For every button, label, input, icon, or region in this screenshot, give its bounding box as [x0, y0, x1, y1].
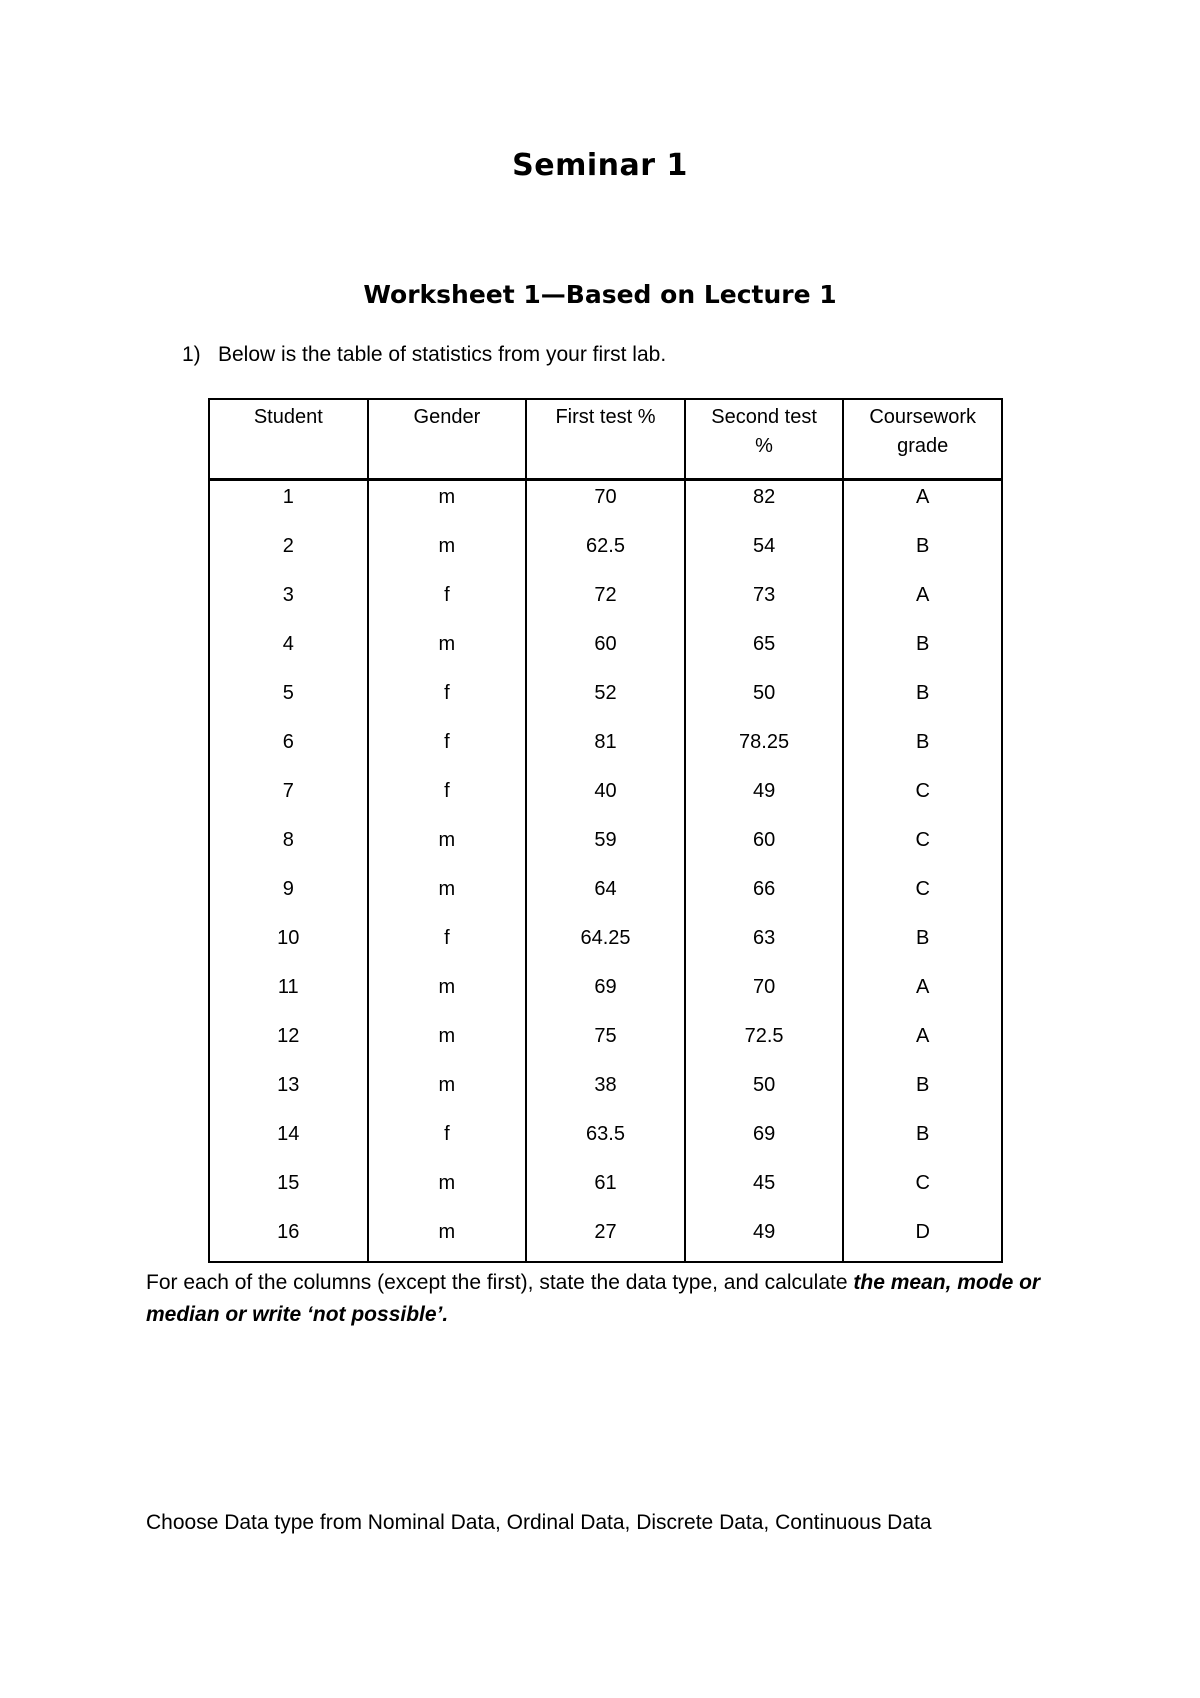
- cell-student: 1: [209, 480, 368, 533]
- header-gender: Gender: [368, 399, 527, 480]
- page-title: Seminar 1: [512, 148, 688, 183]
- table-row: [209, 679, 1002, 728]
- cell-coursework-grade: D: [843, 1218, 1002, 1262]
- cell-gender: f: [368, 777, 527, 826]
- cell-first-test: 62.5: [526, 532, 685, 581]
- cell-second-test: 49: [685, 1218, 844, 1262]
- cell-gender: m: [368, 1022, 527, 1071]
- cell-gender: m: [368, 826, 527, 875]
- cell-first-test: 75: [526, 1022, 685, 1071]
- cell-first-test: 81: [526, 728, 685, 777]
- table-row: [209, 924, 1002, 973]
- table-row: [209, 532, 1002, 581]
- worksheet-subtitle: Worksheet 1—Based on Lecture 1: [363, 280, 837, 309]
- cell-second-test: 50: [685, 679, 844, 728]
- table-body: [209, 480, 1002, 1263]
- header-second-test: [685, 399, 844, 480]
- cell-first-test: 72: [526, 581, 685, 630]
- cell-student: 12: [209, 1022, 368, 1071]
- cell-coursework-grade: C: [843, 826, 1002, 875]
- cell-student: 16: [209, 1218, 368, 1262]
- cell-coursework-grade: B: [843, 728, 1002, 777]
- header-second-test-line1: Second test: [711, 406, 817, 428]
- cell-gender: m: [368, 973, 527, 1022]
- cell-second-test: 50: [685, 1071, 844, 1120]
- statistics-table: [208, 398, 1003, 1263]
- cell-second-test: 54: [685, 532, 844, 581]
- cell-first-test: 52: [526, 679, 685, 728]
- question-1: [182, 343, 666, 367]
- cell-first-test: 38: [526, 1071, 685, 1120]
- cell-gender: m: [368, 875, 527, 924]
- cell-second-test: 63: [685, 924, 844, 973]
- cell-coursework-grade: B: [843, 679, 1002, 728]
- cell-first-test: 64.25: [526, 924, 685, 973]
- header-first-test: First test %: [526, 399, 685, 480]
- header-coursework-line2: grade: [897, 435, 949, 457]
- cell-second-test: 70: [685, 973, 844, 1022]
- cell-student: 7: [209, 777, 368, 826]
- cell-first-test: 63.5: [526, 1120, 685, 1169]
- cell-first-test: 27: [526, 1218, 685, 1262]
- cell-first-test: 59: [526, 826, 685, 875]
- cell-coursework-grade: B: [843, 532, 1002, 581]
- cell-first-test: 60: [526, 630, 685, 679]
- cell-coursework-grade: A: [843, 973, 1002, 1022]
- cell-second-test: 49: [685, 777, 844, 826]
- cell-first-test: 69: [526, 973, 685, 1022]
- cell-coursework-grade: B: [843, 1120, 1002, 1169]
- cell-first-test: 70: [526, 480, 685, 533]
- cell-student: 14: [209, 1120, 368, 1169]
- cell-coursework-grade: A: [843, 1022, 1002, 1071]
- cell-gender: m: [368, 532, 527, 581]
- header-coursework-grade: [843, 399, 1002, 480]
- cell-student: 6: [209, 728, 368, 777]
- cell-student: 5: [209, 679, 368, 728]
- instructions-text: [146, 1267, 1046, 1331]
- cell-student: 9: [209, 875, 368, 924]
- cell-coursework-grade: B: [843, 630, 1002, 679]
- cell-gender: f: [368, 728, 527, 777]
- question-text: Below is the table of statistics from your first lab.: [218, 343, 667, 366]
- cell-student: 4: [209, 630, 368, 679]
- table-row: [209, 1022, 1002, 1071]
- cell-gender: f: [368, 679, 527, 728]
- cell-second-test: 73: [685, 581, 844, 630]
- cell-student: 3: [209, 581, 368, 630]
- table-row: [209, 777, 1002, 826]
- table-row: [209, 826, 1002, 875]
- cell-second-test: 60: [685, 826, 844, 875]
- cell-gender: m: [368, 480, 527, 533]
- cell-second-test: 65: [685, 630, 844, 679]
- instructions-emphasis: the mean, mode or median or write ‘not possible’.: [146, 1271, 1041, 1326]
- cell-second-test: 69: [685, 1120, 844, 1169]
- table-row: [209, 1218, 1002, 1262]
- cell-second-test: 82: [685, 480, 844, 533]
- table-row: [209, 581, 1002, 630]
- cell-gender: m: [368, 1218, 527, 1262]
- cell-second-test: 78.25: [685, 728, 844, 777]
- cell-student: 10: [209, 924, 368, 973]
- cell-coursework-grade: C: [843, 1169, 1002, 1218]
- cell-second-test: 66: [685, 875, 844, 924]
- cell-first-test: 64: [526, 875, 685, 924]
- table-row: [209, 1071, 1002, 1120]
- cell-student: 8: [209, 826, 368, 875]
- data-type-note: Choose Data type from Nominal Data, Ordinal Data, Discrete Data, Continuous Data: [146, 1511, 932, 1534]
- cell-coursework-grade: C: [843, 875, 1002, 924]
- table-row: [209, 1169, 1002, 1218]
- header-coursework-line1: Coursework: [869, 406, 977, 428]
- cell-gender: f: [368, 1120, 527, 1169]
- cell-first-test: 40: [526, 777, 685, 826]
- table-row: [209, 728, 1002, 777]
- cell-coursework-grade: B: [843, 924, 1002, 973]
- cell-student: 11: [209, 973, 368, 1022]
- cell-gender: f: [368, 581, 527, 630]
- cell-gender: m: [368, 1169, 527, 1218]
- cell-second-test: 72.5: [685, 1022, 844, 1071]
- table-row: [209, 875, 1002, 924]
- question-number: 1): [182, 343, 201, 366]
- cell-gender: f: [368, 924, 527, 973]
- header-student: Student: [209, 399, 368, 480]
- table-row: [209, 1120, 1002, 1169]
- cell-gender: m: [368, 630, 527, 679]
- cell-student: 15: [209, 1169, 368, 1218]
- instructions-plain: For each of the columns (except the first), state the data type, and calculate: [146, 1271, 854, 1294]
- cell-coursework-grade: A: [843, 581, 1002, 630]
- table-header-row: [209, 399, 1002, 480]
- cell-coursework-grade: A: [843, 480, 1002, 533]
- cell-student: 2: [209, 532, 368, 581]
- header-second-test-line2: %: [755, 435, 773, 457]
- table-row: [209, 630, 1002, 679]
- cell-second-test: 45: [685, 1169, 844, 1218]
- cell-gender: m: [368, 1071, 527, 1120]
- cell-coursework-grade: B: [843, 1071, 1002, 1120]
- table-row: [209, 973, 1002, 1022]
- cell-coursework-grade: C: [843, 777, 1002, 826]
- cell-first-test: 61: [526, 1169, 685, 1218]
- cell-student: 13: [209, 1071, 368, 1120]
- table-row: [209, 480, 1002, 533]
